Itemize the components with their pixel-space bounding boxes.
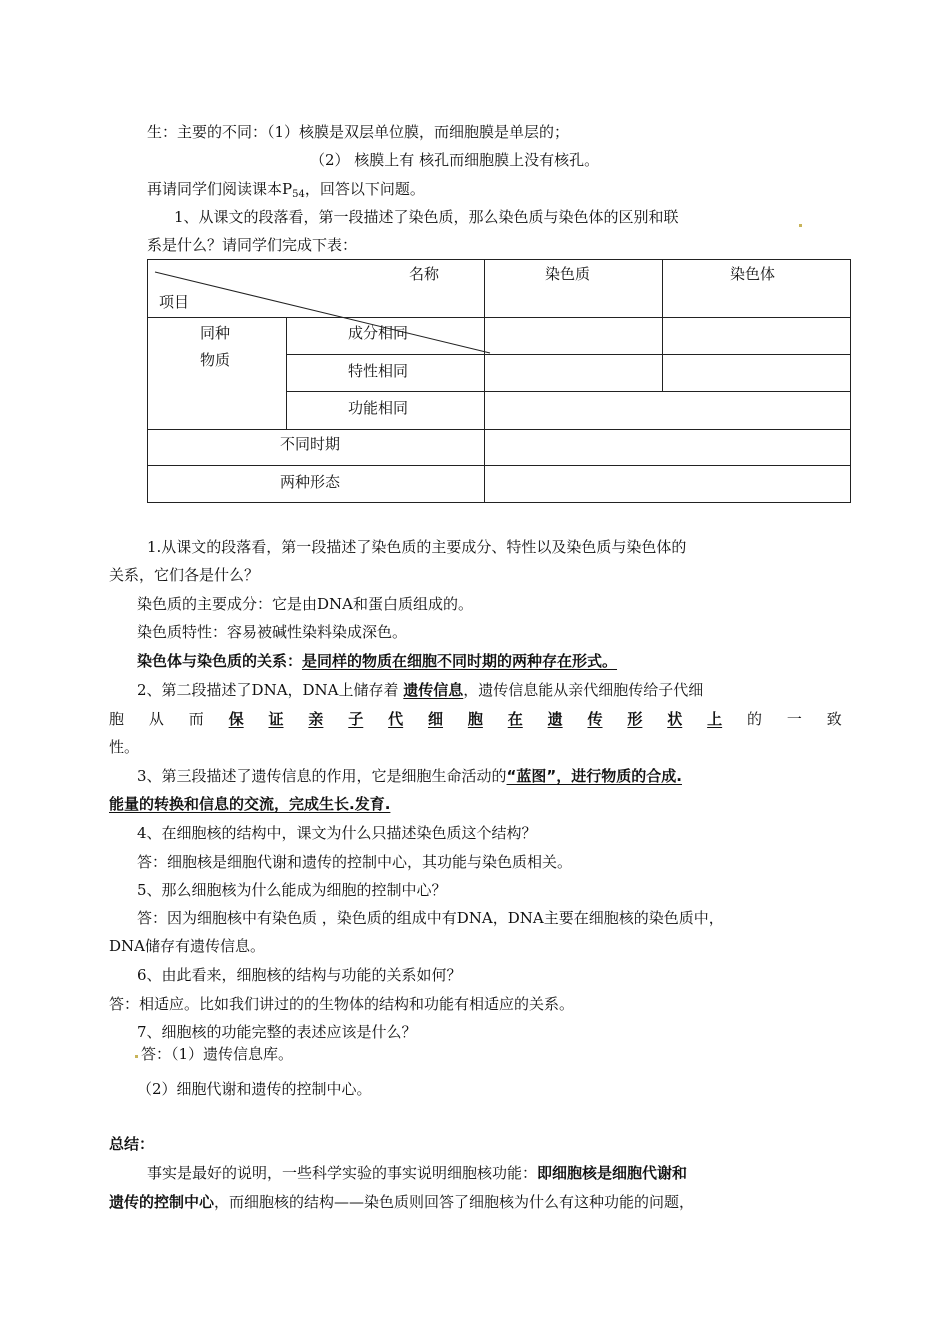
answer-5-line-2: DNA储存有遗传信息。 [109, 937, 265, 955]
summary-line-1: 事实是最好的说明，一些科学实验的事实说明细胞核功能：即细胞核是细胞代谢和 [147, 1164, 688, 1182]
question-5: 5、那么细胞核为什么能成为细胞的控制中心？ [137, 881, 447, 899]
row-label-function: 功能相同 [348, 399, 409, 417]
row-label-form: 两种形态 [280, 473, 341, 491]
blueprint-answer-1: “蓝图”，进行物质的合成. [506, 767, 682, 785]
para-dna-line-2: 胞 从 而 保 证 亲 子 代 细 胞 在 遗 传 形 状 上 的 一 致 [109, 710, 842, 728]
question-1-line-1: 1、从课文的段落看，第一段描述了染色质，那么染色质与染色体的区别和联 [174, 208, 679, 226]
chromatin-composition: 染色质的主要成分：它是由DNA和蛋白质组成的。 [137, 595, 473, 613]
para-dna-line-1: 2、第二段描述了DNA，DNA上储存着 遗传信息，遗传信息能从亲代细胞传给子代细 [137, 681, 704, 699]
genetic-info-answer: 遗传信息 [403, 681, 464, 699]
answer-6: 答：相适应。比如我们讲过的的生物体的结构和功能有相适应的关系。 [109, 995, 575, 1013]
col-header-chromosome: 染色体 [730, 265, 776, 283]
intro-line-2: （2） 核膜上有 核孔而细胞膜上没有核孔。 [310, 151, 600, 169]
intro-line-3: 再请同学们阅读课本$P_{54}$，回答以下问题。 [147, 180, 425, 200]
chromatin-property: 染色质特性：容易被碱性染料染成深色。 [137, 623, 408, 641]
comparison-table [147, 259, 851, 503]
chromosome-relation: 染色体与染色质的关系：是同样的物质在细胞不同时期的两种存在形式。 [137, 652, 618, 670]
summary-line-2: 遗传的控制中心，而细胞核的结构——染色质则回答了细胞核为什么有这种功能的问题， [109, 1193, 695, 1211]
answer-4: 答：细胞核是细胞代谢和遗传的控制中心，其功能与染色质相关。 [137, 853, 573, 871]
question-7: 7、细胞核的功能完整的表述应该是什么？ [137, 1023, 417, 1041]
col-header-chromatin: 染色质 [545, 265, 591, 283]
answer-7-part-2: （2）细胞代谢和遗传的控制中心。 [137, 1080, 372, 1098]
corner-header-top: 名称 [409, 265, 440, 283]
blueprint-answer-2: 能量的转换和信息的交流，完成生长.发育. [109, 795, 391, 813]
corner-header-bottom: 项目 [159, 293, 190, 311]
diagonal-header-line [147, 259, 851, 503]
question-4: 4、在细胞核的结构中，课文为什么只描述染色质这个结构？ [137, 824, 537, 842]
row-label-component: 成分相同 [348, 324, 409, 342]
answer-7-part-1: 答：（1）遗传信息库。 [141, 1045, 294, 1063]
para-blueprint-line-1: 3、第三段描述了遗传信息的作用，它是细胞生命活动的“蓝图”，进行物质的合成. [137, 767, 682, 785]
group-label-line-2: 物质 [200, 351, 231, 369]
marker-dot [135, 1055, 138, 1058]
intro-line-1: 生：主要的不同：（1）核膜是双层单位膜，而细胞膜是单层的； [147, 123, 570, 141]
question-6: 6、由此看来，细胞核的结构与功能的关系如何？ [137, 966, 462, 984]
relation-answer: 是同样的物质在细胞不同时期的两种存在形式。 [302, 652, 618, 670]
row-label-property: 特性相同 [348, 362, 409, 380]
group-label-line-1: 同种 [200, 324, 231, 342]
para-1-line-2: 关系，它们各是什么？ [109, 566, 260, 584]
para-1-line-1: 1.从课文的段落看，第一段描述了染色质的主要成分、特性以及染色质与染色体的 [147, 538, 687, 556]
answer-5-line-1: 答：因为细胞核中有染色质 ，染色质的组成中有DNA，DNA主要在细胞核的染色质中， [137, 909, 724, 927]
marker-dot [799, 224, 802, 227]
row-label-period: 不同时期 [280, 435, 341, 453]
para-dna-line-3: 性。 [109, 738, 140, 756]
question-1-line-2: 系是什么？请同学们完成下表： [147, 236, 358, 254]
summary-heading: 总结： [109, 1135, 155, 1153]
